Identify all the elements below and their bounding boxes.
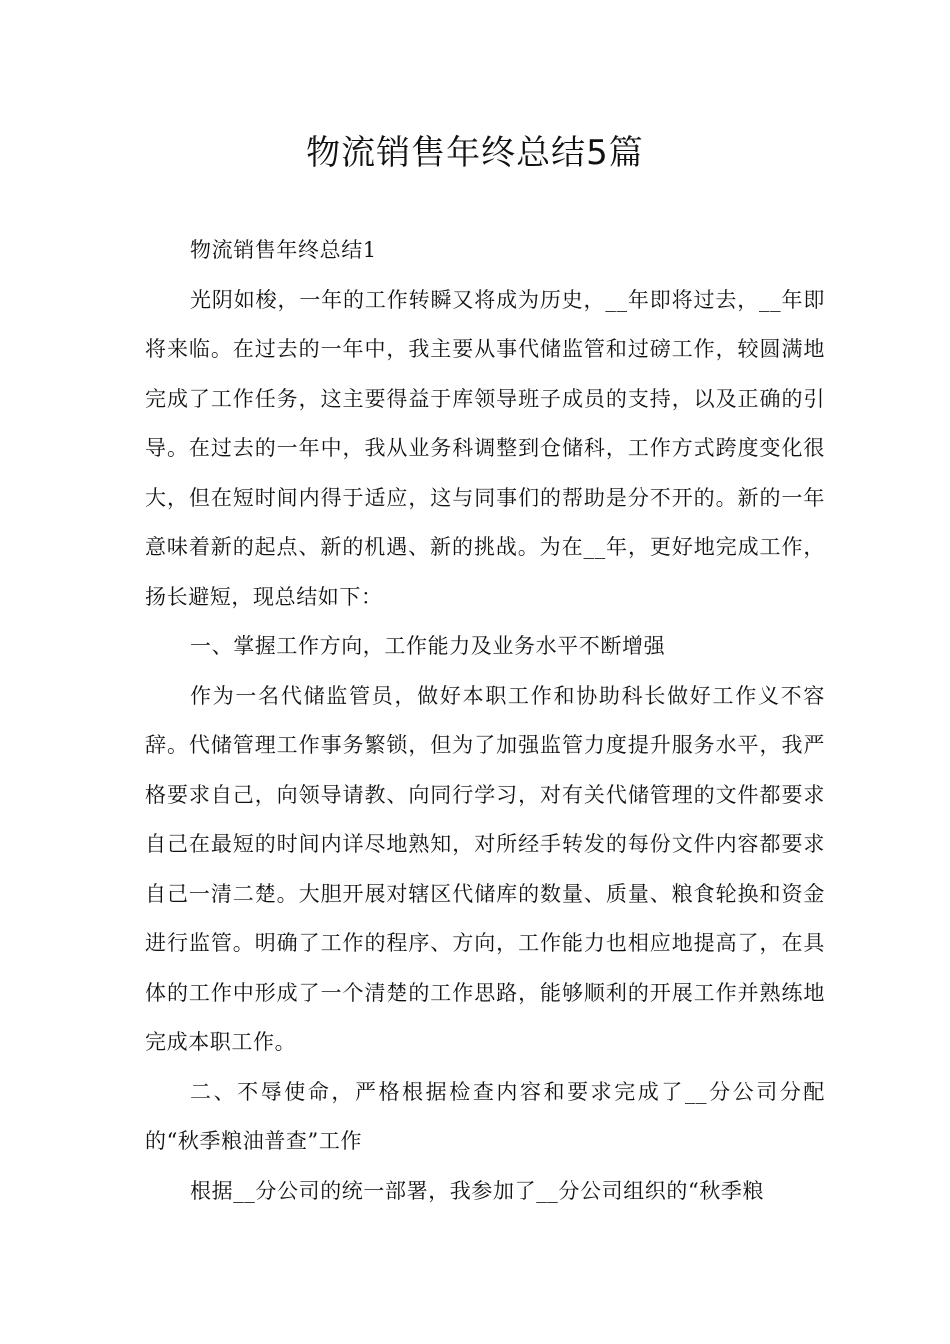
section-heading: 物流销售年终总结1	[190, 238, 377, 262]
subsection-heading: 一、掌握工作方向，工作能力及业务水平不断增强	[190, 634, 666, 658]
body-paragraph: 光阴如梭，一年的工作转瞬又将成为历史，__年即将过去，__年即将来临。在过去的一年中，我主要从事代储监管和过磅工作，较圆满地完成了工作任务，这主要得益于库领导班子成员的支持，以及正确的引导。在过去的一年中，我从业务科调整到仓储科，工作方式跨度变化很大，但在短时间内得于适应，这与同事们的帮助是分不开的。新的一年意味着新的起点、新的机遇、新的挑战。为在__年，更好地完成工作，扬长避短，现总结如下：	[145, 287, 825, 609]
body-paragraph: 根据__分公司的统一部署，我参加了__分公司组织的“秋季粮	[190, 1178, 765, 1203]
subsection-heading: 二、不辱使命，严格根据检查内容和要求完成了__分公司分配的“秋季粮油普查”工作	[145, 1079, 825, 1153]
document-title: 物流销售年终总结5篇	[306, 133, 644, 173]
body-paragraph: 作为一名代储监管员，做好本职工作和协助科长做好工作义不容辞。代储管理工作事务繁锁，但为了加强监管力度提升服务水平，我严格要求自己，向领导请教、向同行学习，对有关代储管理的文件都要求自己在最短的时间内详尽地熟知，对所经手转发的每份文件内容都要求自己一清二楚。大胆开展对辖区代储库的数量、质量、粮食轮换和资金进行监管。明确了工作的程序、方向，工作能力也相应地提高了，在具体的工作中形成了一个清楚的工作思路，能够顺利的开展工作并熟练地完成本职工作。	[145, 683, 825, 1054]
document-body	[145, 226, 825, 1216]
